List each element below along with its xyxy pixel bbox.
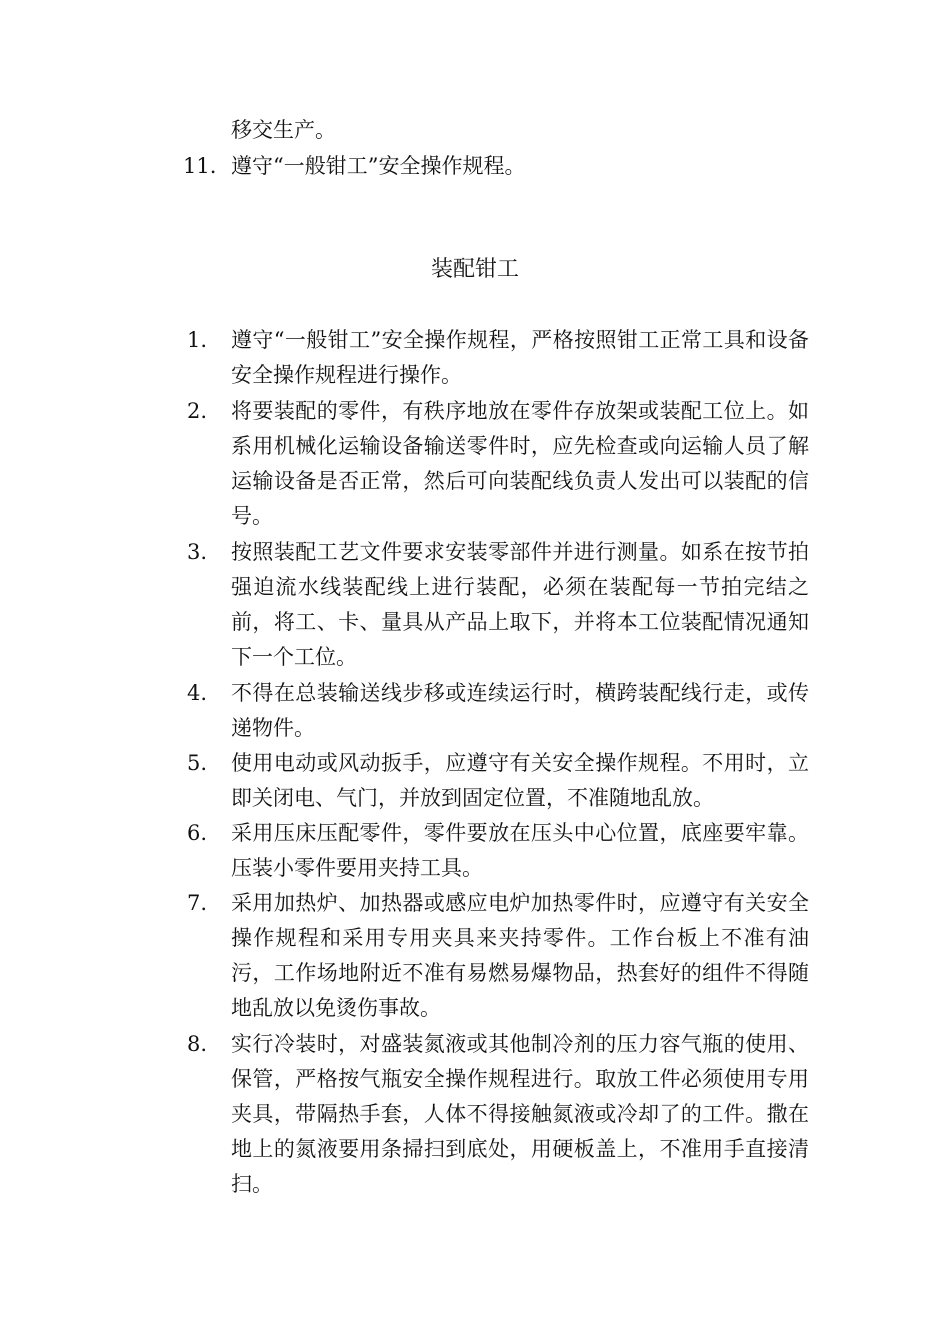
list-item-text: 不得在总装输送线步移或连续运行时，横跨装配线行走，或传递物件。 (231, 681, 809, 740)
list-item-number: 5. (187, 751, 208, 775)
list-item-text: 将要装配的零件，有秩序地放在零件存放架或装配工位上。如系用机械化运输设备输送零件时，应先检查或向运输人员了解运输设备是否正常，然后可向装配线负责人发出可以装配的信号。 (231, 399, 809, 528)
list-item-number: 8. (187, 1032, 208, 1056)
list-item-number: 3. (187, 540, 208, 564)
list-item-number: 4. (187, 681, 208, 705)
list-item-number: 1. (187, 328, 208, 352)
section-title: 装配钳工 (430, 257, 519, 282)
list-item-number: 7. (187, 891, 208, 915)
list-item-text: 遵守“一般钳工”安全操作规程。 (231, 154, 526, 178)
continuation-text: 移交生产。 (231, 118, 336, 142)
list-item-text: 使用电动或风动扳手，应遵守有关安全操作规程。不用时，立即关闭电、气门，并放到固定位置，不准随地乱放。 (231, 751, 809, 810)
list-item-text: 采用加热炉、加热器或感应电炉加热零件时，应遵守有关安全操作规程和采用专用夹具来夹持零件。工作台板上不准有油污，工作场地附近不准有易燃易爆物品，热套好的组件不得随地乱放以免烫伤事故。 (231, 891, 809, 1020)
list-item-text: 实行冷装时，对盛装氮液或其他制冷剂的压力容气瓶的使用、保管，严格按气瓶安全操作规程进行。取放工件必须使用专用夹具，带隔热手套，人体不得接触氮液或冷却了的工件。撒在地上的氮液要用条掃扫到底处，用硬板盖上，不准用手直接清扫。 (231, 1032, 809, 1196)
list-item-text: 采用压床压配零件，零件要放在压头中心位置，底座要牢靠。压装小零件要用夹持工具。 (231, 821, 809, 880)
list-item-number: 11. (183, 154, 217, 178)
list-item-number: 2. (187, 399, 208, 423)
list-item-text: 遵守“一般钳工”安全操作规程，严格按照钳工正常工具和设备安全操作规程进行操作。 (231, 328, 809, 387)
list-item-text: 按照装配工艺文件要求安装零部件并进行测量。如系在按节拍强迫流水线装配线上进行装配，必须在装配每一节拍完结之前，将工、卡、量具从产品上取下，并将本工位装配情况通知下一个工位。 (231, 540, 809, 669)
list-item-number: 6. (187, 821, 208, 845)
